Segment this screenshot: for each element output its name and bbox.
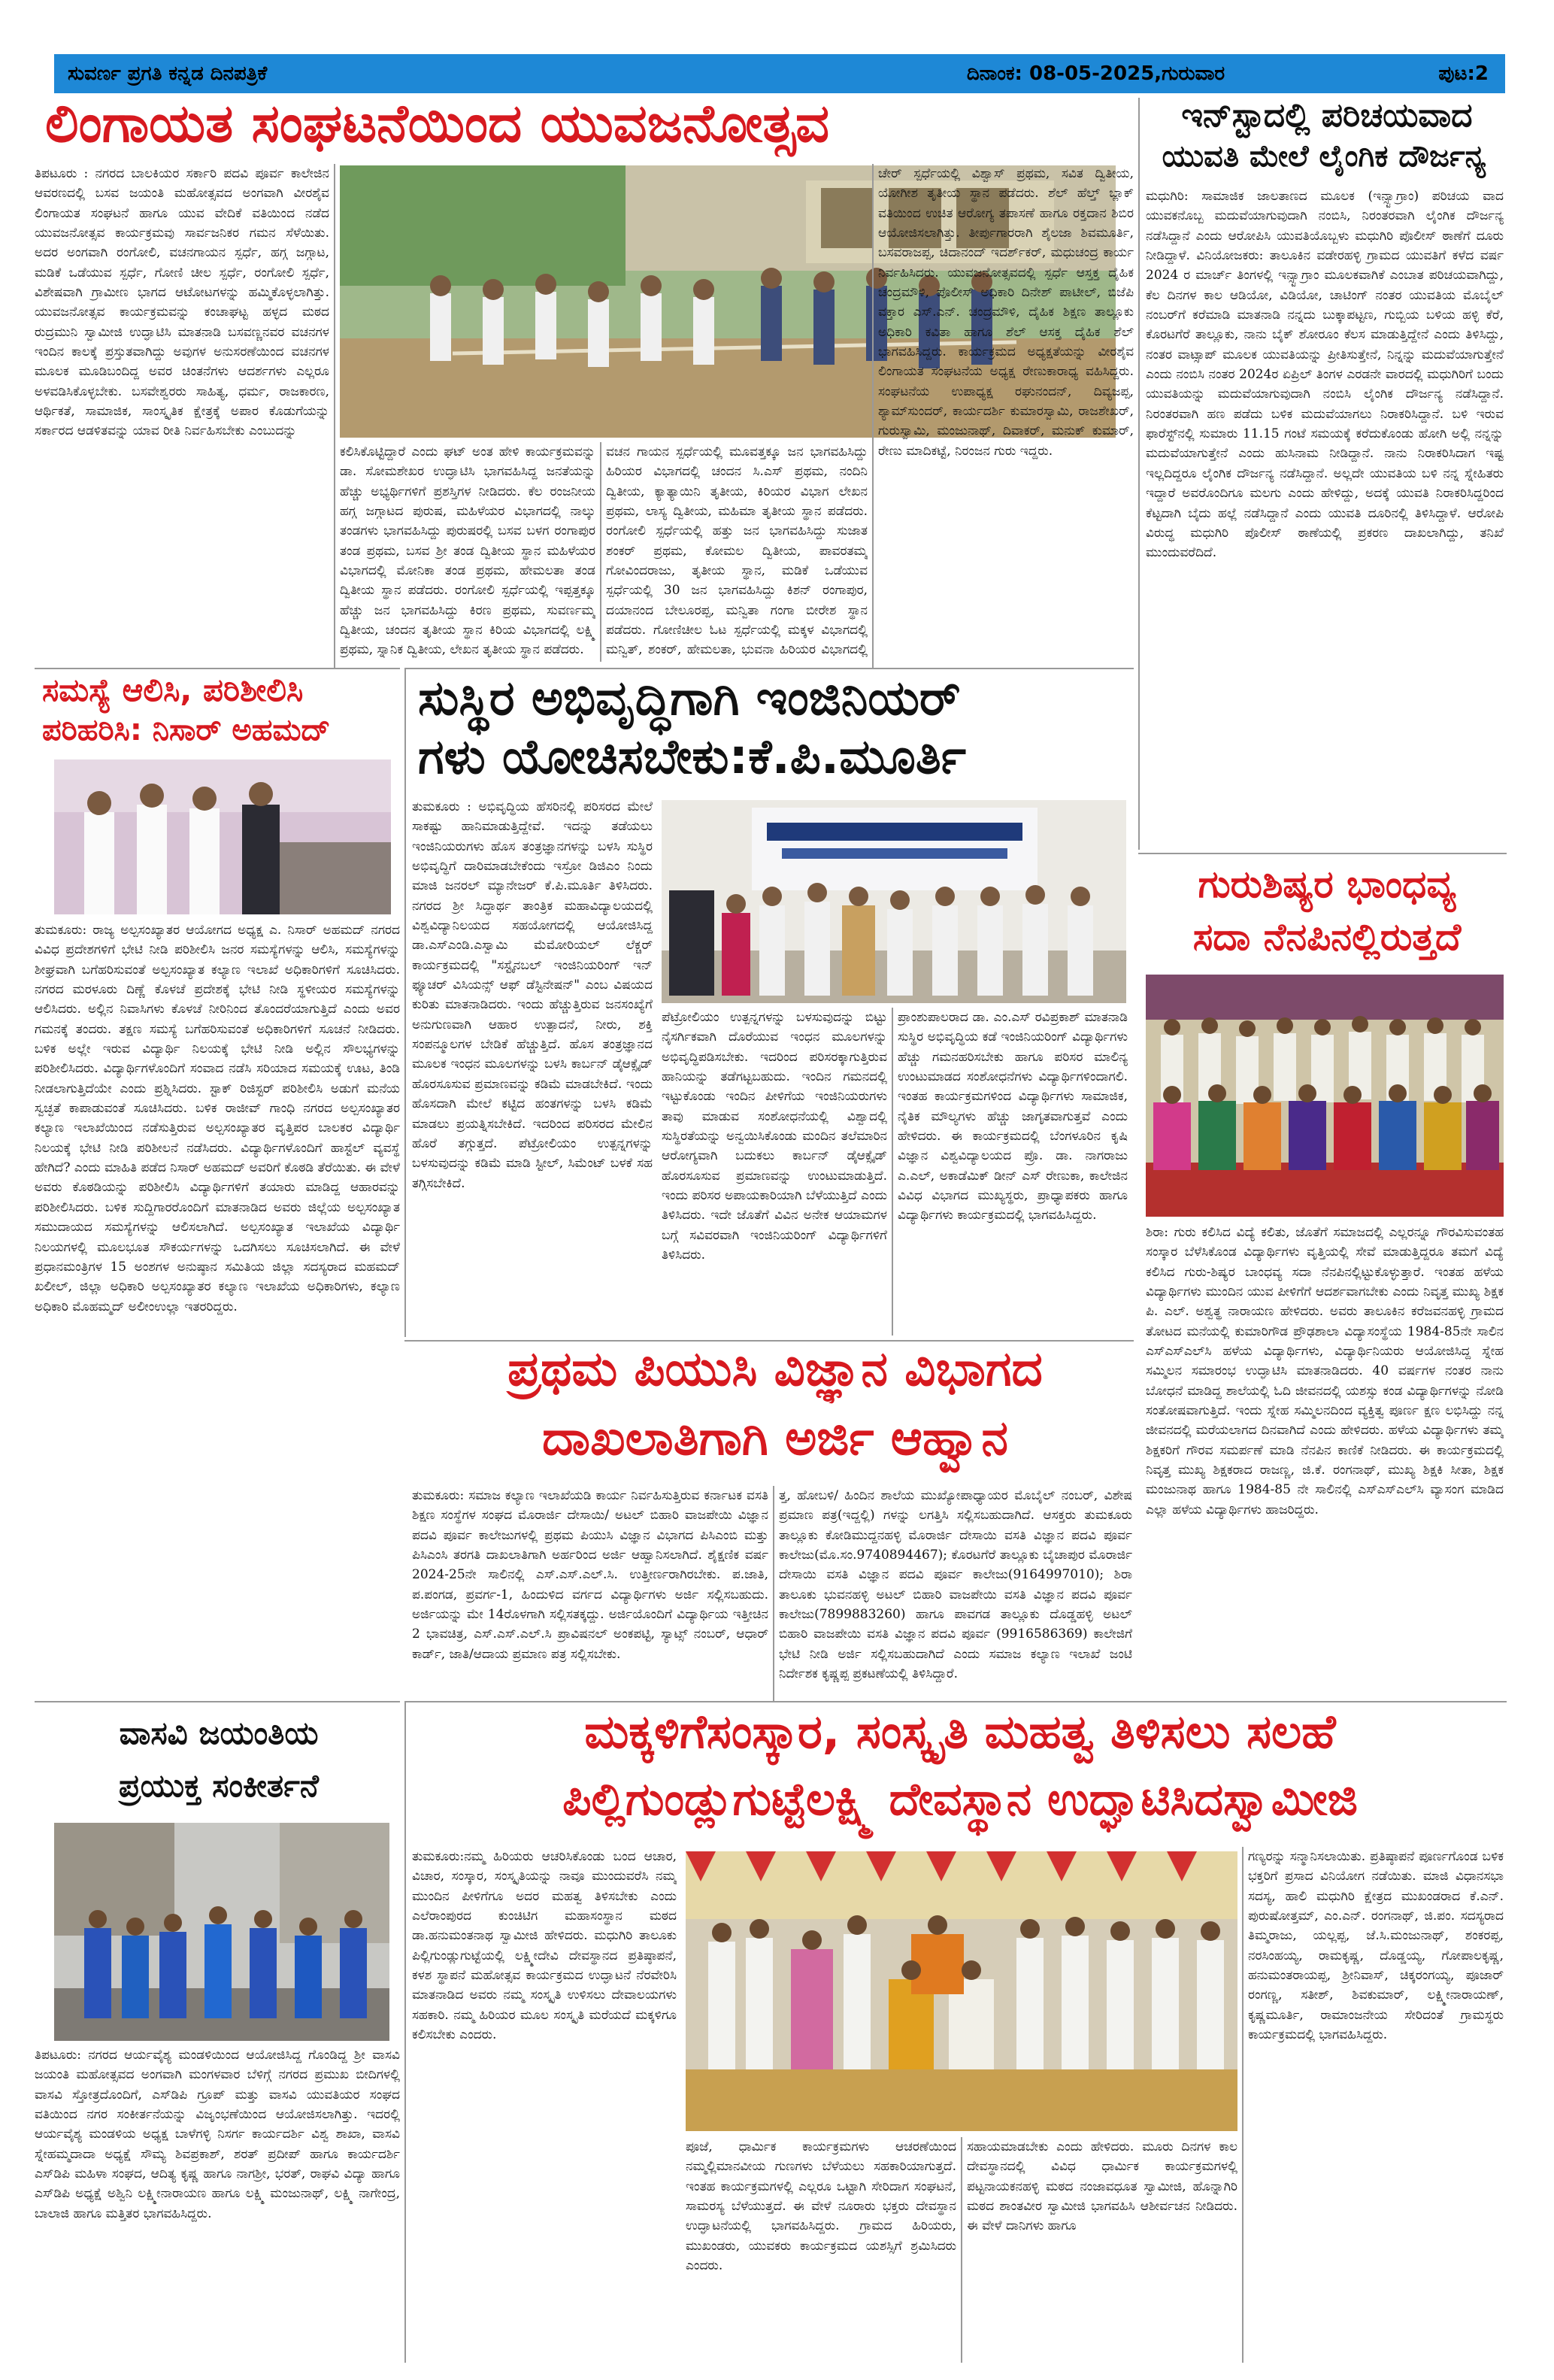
publication-name: ಸುವರ್ಣ ಪ್ರಗತಿ ಕನ್ನಡ ದಿನಪತ್ರಿಕೆ: [68, 62, 268, 85]
art8-col3: ಸಹಾಯಮಾಡಬೇಕು ಎಂದು ಹೇಳಿದರು. ಮೂರು ದಿನಗಳ ಕಾಲ ದೇವಸ್ಥಾನದಲ್ಲಿ ವಿವಿಧ ಧಾರ್ಮಿಕ ಕಾರ್ಯಕ್ರಮಗಳಲ್ಲಿ ಪಟ್ಟನಾಯಕನಹಳ್ಳಿ ಮಠದ ನಂಜಾವಧೂತ ಸ್ವಾಮೀಜಿ, ಹೊನ್ನಾಗಿರಿ ಮಠದ ಶಾಂತವೀರ ಸ್ವಾಮೀಜಿ ಭಾಗವಹಿಸಿ ಆಶೀರ್ವಚನ ನೀಡಿದರು. ಈ ವೇಳೆ ದಾನಿಗಳು ಹಾಗೂ: [967, 2139, 1237, 2234]
art4-photo-lecture: [662, 800, 1126, 1003]
art8-col1: ತುಮಕೂರು:ನಮ್ಮ ಹಿರಿಯರು ಆಚರಿಸಿಕೊಂಡು ಬಂದ ಆಚಾರ, ವಿಚಾರ, ಸಂಸ್ಕಾರ, ಸಂಸ್ಕೃತಿಯನ್ನು ನಾವೂ ಮುಂದುವರೆಸಿ ನಮ್ಮ ಮುಂದಿನ ಪೀಳಿಗೆಗೂ ಅದರ ಮಹತ್ವ ತಿಳಿಸಬೇಕು ಎಂದು ಎಲೆರಾಂಪುರದ ಕುಂಚಿಟಿಗ ಮಹಾಸಂಸ್ಥಾನ ಮಠದ ಡಾ.ಹನುಮಂತನಾಥ ಸ್ವಾಮೀಜಿ ಹೇಳಿದರು. ಮಧುಗಿರಿ ತಾಲೂಕು ಪಿಲ್ಲಿಗುಂಡ್ಲುಗುಟ್ಟೆಯಲ್ಲಿ ಲಕ್ಷ್ಮೀದೇವಿ ದೇವಸ್ಥಾನದ ಪ್ರತಿಷ್ಠಾಪನೆ, ಕಳಶ ಸ್ಥಾಪನೆ ಮಹೋತ್ಸವ ಕಾರ್ಯಕ್ರಮದ ಉದ್ಘಾಟನೆ ನೆರವೇರಿಸಿ ಮಾತನಾಡಿದ ಅವರು ನಮ್ಮ ಸಂಸ್ಕೃತಿ ಉಳಿಸಲು ದೇವಾಲಯಗಳು ಸಹಕಾರಿ. ನಮ್ಮ ಹಿರಿಯರ ಮೂಲ ಸಂಸ್ಕೃತಿ ಮರೆಯದೆ ಮಕ್ಕಳಿಗೂ ಕಲಿಸಬೇಕು ಎಂದರು.: [412, 1849, 677, 2043]
art1-rule: [872, 164, 874, 668]
art6-headline-line2: ದಾಖಲಾತಿಗಾಗಿ ಅರ್ಜಿ ಆಹ್ವಾನ: [542, 1411, 1008, 1466]
art1-col4: ಚೇರ್ ಸ್ಪರ್ಧೆಯಲ್ಲಿ ವಿಶ್ವಾಸ್ ಪ್ರಥಮ, ಸವಿತ ದ್ವಿತೀಯ, ಯೋಗೀಶ ತೃತೀಯ ಸ್ಥಾನ ಪಡೆದರು. ಶೆಲ್ ಹೆಲ್ತ್ ಬ್ಲಾಕ್ ವತಿಯಿಂದ ಉಚಿತ ಆರೋಗ್ಯ ತಪಾಸಣೆ ಹಾಗೂ ರಕ್ತದಾನ ಶಿಬಿರ ಆಯೋಜಿಸಲಾಗಿತ್ತು. ತೀರ್ಪುಗಾರರಾಗಿ ಶೈಲಜಾ ಶಿವಮೂರ್ತಿ, ಬಸವರಾಜಪ್ಪ, ಚಿದಾನಂದ್ ಇದರ್ಶ್‌ಕರ್, ಮಧುಚಂದ್ರ ಕಾರ್ಯ ನಿರ್ವಹಿಸಿದರು. ಯುವಜನೋತ್ಸವದಲ್ಲಿ ಸ್ಪರ್ಧೆ ಆಸ್ತಕ್ತ ದೈಹಿಕ ಚಂದ್ರಮೌಳಿ, ಪೊಲೀಸ್ ಅಧಿಕಾರಿ ದಿನೇಶ್ ಪಾಟೀಲ್, ಬಿಜೆಪಿ ವಕ್ತಾರ ಎಸ್.ಎನ್. ಚಂದ್ರಮೌಳಿ, ದೈಹಿಕ ಶಿಕ್ಷಣ ತಾಲ್ಲೂಕು ಅಧಿಕಾರಿ ಕವಿತಾ ಹಾಗೂ ಶೆಲ್ ಆಸಕ್ತ ದೈಹಿಕ ಶೆಲ್ ಭಾಗವಹಿಸಿದ್ದರು. ಕಾರ್ಯಕ್ರಮದ ಅಧ್ಯಕ್ಷತೆಯನ್ನು ವೀರಶೈವ ಲಿಂಗಾಯತ ಸಂಘಟನೆಯ ಅಧ್ಯಕ್ಷ ರೇಣುಕಾರಾಧ್ಯ ವಹಿಸಿದ್ದರು. ಸಂಘಟನೆಯ ಉಪಾಧ್ಯಕ್ಷ ರಘುನಂದನ್, ದಿವ್ಯಜಪ್ಪ, ಶ್ಯಾಮ್‌ಸುಂದರ್, ಕಾರ್ಯದರ್ಶಿ ಕುಮಾರಸ್ವಾಮಿ, ರಾಜಶೇಖರ್, ಗುರುಸ್ವಾಮಿ, ಮಂಜುನಾಥ್, ದಿವಾಕರ್, ಮನುಕ್ ಕುಮಾರ್, ರೇಣು ಮಾದಿಕಟ್ಟೆ, ನಿರಂಜನ ಗುರು ಇದ್ದರು.: [878, 166, 1134, 459]
art4-headline-line2: ಗಳು ಯೋಚಿಸಬೇಕು:ಕೆ.ಪಿ.ಮೂರ್ತಿ: [418, 729, 966, 785]
art7-top-rule: [35, 1701, 400, 1702]
art4-col1: ತುಮಕೂರು : ಅಭಿವೃದ್ಧಿಯ ಹೆಸರಿನಲ್ಲಿ ಪರಿಸರದ ಮೇಲೆ ಸಾಕಷ್ಟು ಹಾನಿಮಾಡುತ್ತಿದ್ದೇವೆ. ಇದನ್ನು ತಡೆಯಲು ಇಂಜಿನಿಯರುಗಳು ಹೊಸ ತಂತ್ರಜ್ಞಾನಗಳನ್ನು ಬಳಸಿ ಸುಸ್ಥಿರ ಅಭಿವೃದ್ಧಿಗೆ ದಾರಿಮಾಡಬೇಕೆಂದು ಇಸ್ರೋ ಡಿಜಿಎಂ ನಿಂದು ಮಾಜಿ ಜನರಲ್ ಮ್ಯಾನೇಜರ್ ಕೆ.ಪಿ.ಮೂರ್ತಿ ತಿಳಿಸಿದರು. ನಗರದ ಶ್ರೀ ಸಿದ್ಧಾರ್ಥ ತಾಂತ್ರಿಕ ಮಹಾವಿದ್ಯಾಲಯದಲ್ಲಿ ವಿಶ್ವವಿದ್ಯಾನಿಲಯದ ಸಹಯೋಗದಲ್ಲಿ ಆಯೋಜಿಸಿದ್ದ ಡಾ.ಎಸ್‌ಎಂಡಿ.ಎಸ್ವಾಮಿ ಮೆಮೋರಿಯಲ್ ಲೆಕ್ಚರ್ ಕಾರ್ಯಕ್ರಮದಲ್ಲಿ "ಸಸ್ಟೈನಬಲ್ ಇಂಜಿನಿಯರಿಂಗ್ ಇನ್ ಫ್ಯೂಚರ್ ವಿಸಿಯನ್ಸ್ ಆಫ್ ಡೆಸ್ಟಿನೇಷನ್" ಎಂಬ ವಿಷಯದ ಕುರಿತು ಮಾತನಾಡಿದರು. ಇಂದು ಹೆಚ್ಚುತ್ತಿರುವ ಜನಸಂಖ್ಯೆಗೆ ಅನುಗುಣವಾಗಿ ಆಹಾರ ಉತ್ಪಾದನೆ, ನೀರು, ಶಕ್ತಿ ಸಂಪನ್ಮೂಲಗಳ ಬೇಡಿಕೆ ಹೆಚ್ಚುತ್ತಿದೆ. ಹೊಸ ತಂತ್ರಜ್ಞಾನದ ಮೂಲಕ ಇಂಧನ ಮೂಲಗಳನ್ನು ಬಳಸಿ ಕಾರ್ಬನ್ ಡೈಆಕ್ಸೈಡ್ ಹೊರಸೂಸುವ ಪ್ರಮಾಣವನ್ನು ಕಡಿಮೆ ಮಾಡಬೇಕಿದೆ. ಇಂದು ಹೊಸದಾಗಿ ಮೇಲೆ ಕಟ್ಟಿದ ಹಂತಗಳನ್ನು ಬಳಸಿ ಕಡಿಮೆ ಮಾಡಲು ಪ್ರಯತ್ನಿಸಬೇಕಿದೆ. ಇದರಿಂದ ಪರಿಸರದ ಮೇಲಿನ ಹೊರೆ ತಗ್ಗುತ್ತದೆ. ಪೆಟ್ರೋಲಿಯಂ ಉತ್ಪನ್ನಗಳನ್ನು ಬಳಸುವುದನ್ನು ಕಡಿಮೆ ಮಾಡಿ ಸ್ಟೀಲ್, ಸಿಮೆಂಟ್ ಬಳಕೆ ಸಹ ತಗ್ಗಿಸಬೇಕಿದೆ.: [412, 799, 653, 1191]
art5-headline-line2: ಸದಾ ನೆನಪಿನಲ್ಲಿರುತ್ತದೆ: [1192, 915, 1462, 959]
art1-col2: ಕಲಿಸಿಕೊಟ್ಟಿದ್ದಾರೆ ಎಂದು ಘಟ್ ಅಂತ ಹೇಳಿ ಕಾರ್ಯಕ್ರಮವನ್ನು ಡಾ. ಸೋಮಶೇಖರ ಉದ್ಘಾಟಿಸಿ ಭಾಗವಹಿಸಿದ್ದ ಜನತೆಯನ್ನು ಹೆಚ್ಚು ಅಭ್ಯರ್ಥಿಗಳಿಗೆ ಪ್ರಶಸ್ತಿಗಳ ನೀಡಿದರು. ಕೆಲ ರಂಜನೀಯ ಹಗ್ಗ ಜಗ್ಗಾಟದ ಪುರುಷ, ಮಹಿಳೆಯರ ವಿಭಾಗದಲ್ಲಿ ನಾಲ್ಕು ತಂಡಗಳು ಭಾಗವಹಿಸಿದ್ದು ಪುರುಷರಲ್ಲಿ ಬಸವ ಬಳಗ ರಂಗಾಪುರ ತಂಡ ಪ್ರಥಮ, ಬಸವ ಶ್ರೀ ತಂಡ ದ್ವಿತೀಯ ಸ್ಥಾನ ಮಹಿಳೆಯರ ವಿಭಾಗದಲ್ಲಿ ಮೋನಿಕಾ ತಂಡ ಪ್ರಥಮ, ಹೇಮಲತಾ ತಂಡ ದ್ವಿತೀಯ ಸ್ಥಾನ ಪಡೆದರು. ರಂಗೋಲಿ ಸ್ಪರ್ಧೆಯಲ್ಲಿ ಇಪ್ಪತ್ತಕ್ಕೂ ಹೆಚ್ಚು ಜನ ಭಾಗವಹಿಸಿದ್ದು ಕಿರಣ ಪ್ರಥಮ, ಸುವರ್ಣಮ್ಮ ದ್ವಿತೀಯ, ಚಂದನ ತೃತೀಯ ಸ್ಥಾನ ಕಿರಿಯ ವಿಭಾಗದಲ್ಲಿ ಲಕ್ಷ್ಮಿ ಪ್ರಥಮ, ಸ್ನಾನಿಕ ದ್ವಿತೀಯ, ಲೇಖನ ತೃತೀಯ ಸ್ಥಾನ ಪಡೆದರು.: [340, 444, 595, 658]
art2-body: ಮಧುಗಿರಿ: ಸಾಮಾಜಿಕ ಜಾಲತಾಣದ ಮೂಲಕ (ಇನ್ಸ್ಟಾಗ್ರಾಂ) ಪರಿಚಯ ವಾದ ಯುವಕನೊಬ್ಬ ಮದುವೆಯಾಗುವುದಾಗಿ ನಂಬಿಸಿ, ನಿರಂತರವಾಗಿ ಲೈಂಗಿಕ ದೌರ್ಜನ್ಯ ನಡೆಸಿದ್ದಾನೆ ಎಂದು ಆರೋಪಿಸಿ ಯುವತಿಯೊಬ್ಬಳು ಮಧುಗಿರಿ ಪೊಲೀಸ್ ಠಾಣೆಗೆ ದೂರು ನೀಡಿದ್ದಾಳೆ. ವಿನಿಯೋಜಕರು: ತಾಲೂಕಿನ ವಡೇರಹಳ್ಳಿ ಗ್ರಾಮದ ಯುವತಿಗೆ ಕಳೆದ ವರ್ಷ 2024 ರ ಮಾರ್ಚ್ ತಿಂಗಳಲ್ಲಿ ಇನ್ಸ್ಟಾಗ್ರಾಂ ಮೂಲಕವಾಗಿಕೆ ಎಂಬಾತ ಪರಿಚಯವಾಗಿದ್ದು, ಕೆಲ ದಿನಗಳ ಕಾಲ ಆಡಿಯೋ, ವಿಡಿಯೋ, ಚಾಟಿಂಗ್ ನಂತರ ಯುವತಿಯ ಮೊಬೈಲ್ ನಂಬರ್‌ಗೆ ಕರೆಮಾಡಿ ಮಾತನಾಡಿ ನನ್ನದು ಬುಕ್ಕಾಪಟ್ಟಣ, ಗುಬ್ಬಿಯ ಬಳಿಯ ಹಳ್ಳಿ ಕೆರೆ, ಕೊರಟಗೆರೆ ತಾಲ್ಲೂಕು, ನಾನು ಬೈಕ್ ಶೋರೂಂ ಕೆಲಸ ಮಾಡುತ್ತಿದ್ದೇನೆ ಎಂದು ತಿಳಿಸಿದ್ದು, ನಂತರ ವಾಟ್ಸಾಪ್ ಮೂಲಕ ಯುವತಿಯನ್ನು ಪ್ರೀತಿಸುತ್ತೇನೆ, ನಿನ್ನನ್ನು ಮದುವೆಯಾಗುತ್ತೇನೆ ಎಂದು ನಂಬಿಸಿ ನಂತರ 2024ರ ಏಪ್ರಿಲ್ ತಿಂಗಳ ಎರಡನೇ ವಾರದಲ್ಲಿ ಮಧುಗಿರಿಗೆ ಬಂದು ಯುವತಿಯನ್ನು ಮದುವೆಯಾಗುವುದಾಗಿ ನಂಬಿಸಿ ಲೈಂಗಿಕ ದೌರ್ಜನ್ಯ ನಡೆಸಿದ್ದಾನೆ. ನಿರಂತರವಾಗಿ ಹಣ ಪಡೆದು ಬಳಿಕ ಮದುವೆಯಾಗಲು ನಿರಾಕರಿಸಿದ್ದಾನೆ. ಬಳಿ ಇರುವ ಫಾರೆಸ್ಟ್‌ನಲ್ಲಿ ಸುಮಾರು 11.15 ಗಂಟೆ ಸಮಯಕ್ಕೆ ಕರೆದುಕೊಂಡು ಹೋಗಿ ಅಲ್ಲಿ ನನ್ನನ್ನು ಮದುವೆಯಾಗುತ್ತೇನೆ ಎಂದು ಹುಸಿನಾಮ ನೀಡಿದ್ದಾನೆ. ನಾನು ನಿರಾಕರಿಸಿದಾಗ ಇಷ್ಟ ಇಲ್ಲದಿದ್ದರೂ ಲೈಂಗಿಕ ದೌರ್ಜನ್ಯ ನಡೆಸಿದ್ದಾನೆ. ಅಲ್ಲದೇ ಯುವತಿಯ ಬಳಿ ನನ್ನ ಸ್ನೇಹಿತರು ಇದ್ದಾರೆ ಅವರೊಂದಿಗೂ ಮಲಗು ಎಂದು ಹೇಳಿದ್ದು, ಅದಕ್ಕೆ ಯುವತಿ ನಿರಾಕರಿಸಿದ್ದರಿಂದ ಕೆಟ್ಟದಾಗಿ ಬೈದು ಹಲ್ಲೆ ನಡೆಸಿದ್ದಾನೆ ಎಂದು ಯುವತಿ ದೂರಿನಲ್ಲಿ ತಿಳಿಸಿದ್ದಾಳೆ. ಆರೋಪಿ ವಿರುದ್ಧ ಮಧುಗಿರಿ ಪೊಲೀಸ್ ಠಾಣೆಯಲ್ಲಿ ಪ್ರಕರಣ ದಾಖಲಾಗಿದ್ದು, ತನಿಖೆ ಮುಂದುವರೆದಿದೆ.: [1146, 189, 1504, 561]
art3-headline-line1: ಸಮಸ್ಯೆ ಆಲಿಸಿ, ಪರಿಶೀಲಿಸಿ: [42, 672, 304, 708]
art3-photo-inspection: [54, 759, 391, 914]
art7-headline-line1: ವಾಸವಿ ಜಯಂತಿಯ: [119, 1715, 319, 1751]
page-number: ಪುಟ:2: [1438, 62, 1489, 85]
art2-rule: [1138, 98, 1140, 850]
art7-photo-procession: [54, 1823, 389, 2041]
art8-rule: [961, 2137, 962, 2363]
art2-headline-line2: ಯುವತಿ ಮೇಲೆ ಲೈಂಗಿಕ ದೌರ್ಜನ್ಯ: [1162, 139, 1486, 174]
art5-headline-line1: ಗುರುಶಿಷ್ಯರ ಭಾಂಧವ್ಯ: [1198, 863, 1456, 906]
art7-body: ತಿಪಟೂರು: ನಗರದ ಆರ್ಯವೈಶ್ಯ ಮಂಡಳಿಯಿಂದ ಆಯೋಜಿಸಿದ್ದ ಗೊಂಡಿದ್ದ ಶ್ರೀ ವಾಸವಿ ಜಯಂತಿ ಮಹೋತ್ಸವದ ಅಂಗವಾಗಿ ಮಂಗಳವಾರ ಬೆಳಿಗ್ಗೆ ನಗರದ ಪ್ರಮುಖ ಬೀದಿಗಳಲ್ಲಿ ವಾಸವಿ ಸ್ತೋತ್ರದೊಂದಿಗೆ, ಎಸ್‌ಡಿಪಿ ಗ್ರೂಪ್ ಮತ್ತು ವಾಸವಿ ಯುವತಿಯರ ಸಂಘದ ವತಿಯಿಂದ ನಗರ ಸಂಕೀರ್ತನೆಯನ್ನು ವಿಜೃಂಭಣೆಯಿಂದ ಆಯೋಜಿಸಲಾಗಿತ್ತು. ಇದರಲ್ಲಿ ಆರ್ಯವೈಶ್ಯ ಮಂಡಳಿಯ ಅಧ್ಯಕ್ಷ ಬಾಳೆಗಳ್ಳಿ ನಿಸರ್ಗ ಕಾರ್ಯದರ್ಶಿ ವಿಶ್ವ ಶಾಖಾ, ವಾಸವಿ ಸ್ನೇಹಮ್ಮದಾದಾ ಅಧ್ಯಕ್ಷೆ ಸೌಮ್ಯ ಶಿವಪ್ರಕಾಶ್, ಶರತ್ ಪ್ರದೀಪ್ ಹಾಗೂ ಕಾರ್ಯದರ್ಶಿ ಎಸ್‌ಡಿಪಿ ಮಹಿಳಾ ಸಂಘದ, ಆದಿತ್ಯ ಕೃಷ್ಣ ಹಾಗೂ ನಾಗಶ್ರೀ, ಭರತ್, ರಾಘವಿ ವಿದ್ಯಾ ಹಾಗೂ ಎಸ್‌ಡಿಪಿ ಅಧ್ಯಕ್ಷೆ ಅಶ್ವಿನಿ ಲಕ್ಷ್ಮೀನಾರಾಯಣ ಹಾಗೂ ಲಕ್ಷ್ಮಿ ಮಂಜುನಾಥ್, ಲಕ್ಷ್ಮಿ ನಾಗೇಂದ್ರ, ಬಾಲಾಜಿ ಹಾಗೂ ಮತ್ತಿತರ ಭಾಗವಹಿಸಿದ್ದರು.: [35, 2048, 400, 2221]
art1-col3: ವಚನ ಗಾಯನ ಸ್ಪರ್ಧೆಯಲ್ಲಿ ಮೂವತ್ತಕ್ಕೂ ಜನ ಭಾಗವಹಿಸಿದ್ದು ಹಿರಿಯರ ವಿಭಾಗದಲ್ಲಿ ಚಂದನ ಸಿ.ಎಸ್ ಪ್ರಥಮ, ನಂದಿನಿ ದ್ವಿತೀಯ, ಕ್ಯಾತ್ಯಾಯಿನಿ ತೃತೀಯ, ಕಿರಿಯರ ವಿಭಾಗ ಲೇಖನ ಪ್ರಥಮ, ಲಾಸ್ಯ ದ್ವಿತೀಯ, ಮಹಿಮಾ ತೃತೀಯ ಸ್ಥಾನ ಪಡೆದರು. ರಂಗೋಲಿ ಸ್ಪರ್ಧೆಯಲ್ಲಿ ಹತ್ತು ಜನ ಭಾಗವಹಿಸಿದ್ದು ಸುಜಾತ ಶಂಕರ್ ಪ್ರಥಮ, ಕೋಮಲ ದ್ವಿತೀಯ, ಪಾವರತಮ್ಮ ಗೋವಿಂದರಾಜು, ತೃತೀಯ ಸ್ಥಾನ, ಮಡಿಕೆ ಒಡೆಯುವ ಸ್ಪರ್ಧೆಯಲ್ಲಿ 30 ಜನ ಭಾಗವಹಿಸಿದ್ದು ಕಿಶನ್ ರಂಗಾಪುರ, ದಯಾನಂದ ಬೇಲೂರಪ್ಪ, ಮನ್ವಿತಾ ಗಂಗಾ ಬೀರೇಶ ಸ್ಥಾನ ಪಡೆದರು. ಗೋಣಿಚೀಲ ಓಟ ಸ್ಪರ್ಧೆಯಲ್ಲಿ ಮಕ್ಕಳ ವಿಭಾಗದಲ್ಲಿ ಮನ್ವಿತ್, ಶಂಕರ್, ಹೇಮಲತಾ, ಭುವನಾ ಹಿರಿಯರ ವಿಭಾಗದಲ್ಲಿ: [606, 444, 868, 658]
art4-rule: [892, 1008, 893, 1336]
art6-headline-line1: ಪ್ರಥಮ ಪಿಯುಸಿ ವಿಜ್ಞಾನ ವಿಭಾಗದ: [507, 1342, 1043, 1397]
art4-headline-line1: ಸುಸ್ಥಿರ ಅಭಿವೃದ್ಧಿಗಾಗಿ ಇಂಜಿನಿಯರ್: [418, 671, 961, 726]
art7-headline-line2: ಪ್ರಯುಕ್ತ ಸಂಕೀರ್ತನೆ: [119, 1767, 319, 1804]
art4-col2: ಪೆಟ್ರೋಲಿಯಂ ಉತ್ಪನ್ನಗಳನ್ನು ಬಳಸುವುದನ್ನು ಬಿಟ್ಟು ನೈಸರ್ಗಿಕವಾಗಿ ದೊರೆಯುವ ಇಂಧನ ಮೂಲಗಳನ್ನು ಅಭಿವೃದ್ಧಿಪಡಿಸಬೇಕು. ಇದರಿಂದ ಪರಿಸರಕ್ಕಾಗುತ್ತಿರುವ ಹಾನಿಯನ್ನು ತಡೆಗಟ್ಟಬಹುದು. ಇಂದಿನ ಗಮನದಲ್ಲಿ ಇಟ್ಟುಕೊಂಡು ಇಂದಿನ ಪೀಳಿಗೆಯ ಇಂಜಿನಿಯರುಗಳು ತಾವು ಮಾಡುವ ಸಂಶೋಧನೆಯಲ್ಲಿ ವಿಶ್ವಾದಲ್ಲಿ ಸುಸ್ಥಿರತೆಯನ್ನು ಅನ್ವಯಿಸಿಕೊಂಡು ಮಂದಿನ ತಲೆಮಾರಿನ ಆರೋಗ್ಯವಾಗಿ ಬದುಕಲು ಕಾರ್ಬನ್ ಡೈಆಕ್ಸೈಡ್ ಹೊರಸೂಸುವ ಪ್ರಮಾಣವನ್ನು ಉಂಟುಮಾಡುತ್ತಿದೆ. ಇಂದು ಪರಿಸರ ಅಪಾಯಕಾರಿಯಾಗಿ ಬೆಳೆಯುತ್ತಿದೆ ಎಂದು ತಿಳಿಸಿದರು. ಇದೇ ಜೊತೆಗೆ ವಿವಿನ ಅನೇಕ ಆಯಾಮಗಳ ಬಗ್ಗೆ ಸವಿವರವಾಗಿ ಇಂಜಿನಿಯರಿಂಗ್ ವಿದ್ಯಾರ್ಥಿಗಳಿಗೆ ತಿಳಿಸಿದರು.: [662, 1010, 887, 1263]
art7-rule: [404, 1701, 406, 2363]
art8-headline-line1: ಮಕ್ಕಳಿಗೆಸಂಸ್ಕಾರ, ಸಂಸ್ಕೃತಿ ಮಹತ್ವ ತಿಳಿಸಲು ಸಲಹೆ: [584, 1704, 1336, 1759]
art1-rule: [334, 164, 335, 668]
art1-headline: ಲಿಂಗಾಯತ ಸಂಘಟನೆಯಿಂದ ಯುವಜನೋತ್ಸವ: [45, 96, 830, 154]
art5-photo-reunion: [1146, 975, 1504, 1217]
art6-col2: ತ್ತ, ಹೋಬಳಿ/ ಹಿಂದಿನ ಶಾಲೆಯ ಮುಖ್ಯೋಪಾಧ್ಯಾಯರ ಮೊಬೈಲ್ ನಂಬರ್, ವಿಶೇಷ ಪ್ರಮಾಣ ಪತ್ರ(ಇದ್ದಲ್ಲಿ) ಗಳನ್ನು ಲಗತ್ತಿಸಿ ಸಲ್ಲಿಸಬಹುದಾಗಿದೆ. ಆಸಕ್ತರು ತುಮಕೂರು ತಾಲ್ಲೂಕು ಕೋಡಿಮುದ್ದನಹಳ್ಳಿ ಮೊರಾರ್ಜಿ ದೇಸಾಯಿ ವಸತಿ ವಿಜ್ಞಾನ ಪದವಿ ಪೂರ್ವ ಕಾಲೇಜು(ಮೊ.ಸಂ.9740894467); ಕೊರಟಗೆರೆ ತಾಲ್ಲೂಕು ಬೈಚಾಪುರ ಮೊರಾರ್ಜಿ ದೇಸಾಯಿ ವಸತಿ ವಿಜ್ಞಾನ ಪದವಿ ಪೂರ್ವ ಕಾಲೇಜು(9164997010); ಶಿರಾ ತಾಲೂಕು ಭುವನಹಳ್ಳಿ ಅಟಲ್ ಬಿಹಾರಿ ವಾಜಪೇಯಿ ವಸತಿ ವಿಜ್ಞಾನ ಪದವಿ ಪೂರ್ವ ಕಾಲೇಜು(7899883260) ಹಾಗೂ ಪಾವಗಡ ತಾಲ್ಲೂಕು ದೊಡ್ಡಹಳ್ಳಿ ಅಟಲ್ ಬಿಹಾರಿ ವಾಜಪೇಯಿ ವಸತಿ ವಿಜ್ಞಾನ ಪದವಿ ಪೂರ್ವ (9916586369) ಕಾಲೇಜಿಗೆ ಭೇಟಿ ನೀಡಿ ಅರ್ಜಿ ಸಲ್ಲಿಸಬಹುದಾಗಿದೆ ಎಂದು ಸಮಾಜ ಕಲ್ಯಾಣ ಇಲಾಖೆ ಜಂಟಿ ನಿರ್ದೇಶಕ ಕೃಷ್ಣಪ್ಪ ಪ್ರಕಟಣೆಯಲ್ಲಿ ತಿಳಿಸಿದ್ದಾರೆ.: [779, 1488, 1132, 1682]
art1-col1: ತಿಪಟೂರು : ನಗರದ ಬಾಲಕಿಯರ ಸರ್ಕಾರಿ ಪದವಿ ಪೂರ್ವ ಕಾಲೇಜಿನ ಆವರಣದಲ್ಲಿ ಬಸವ ಜಯಂತಿ ಮಹೋತ್ಸವದ ಅಂಗವಾಗಿ ವೀರಶೈವ ಲಿಂಗಾಯತ ಸಂಘಟನೆ ಹಾಗೂ ಯುವ ವೇದಿಕೆ ವತಿಯಿಂದ ನಡೆದ ಯುವಜನೋತ್ಸವ ಕಾರ್ಯಕ್ರಮವು ಸಾರ್ವಜನಿಕರ ಗಮನ ಸೆಳೆಯಿತು. ಅದರ ಅಂಗವಾಗಿ ರಂಗೋಲಿ, ವಚನಗಾಯನ ಸ್ಪರ್ಧೆ, ಹಗ್ಗ ಜಗ್ಗಾಟ, ಮಡಿಕೆ ಒಡೆಯುವ ಸ್ಪರ್ಧೆ, ಗೋಣಿ ಚೀಲ ಸ್ಪರ್ಧೆ, ರಂಗೋಲಿ ಸ್ಪರ್ಧೆ, ವಿಶೇಷವಾಗಿ ಗ್ರಾಮೀಣ ಭಾಗದ ಆಟೋಟಗಳನ್ನು ಹಮ್ಮಿಕೊಳ್ಳಲಾಗಿತ್ತು. ಯುವಜನೋತ್ಸವ ಕಾರ್ಯಕ್ರಮವನ್ನು ಕಂಚಾಘಟ್ಟ ಹಳ್ಳದ ಮಠದ ರುದ್ರಮುನಿ ಸ್ವಾಮೀಜಿ ಉದ್ಘಾಟಿಸಿ ಮಾತನಾಡಿ ಬಸವಣ್ಣನವರ ವಚನಗಳ ಇಂದಿನ ಕಾಲಕ್ಕೆ ಪ್ರಸ್ತುತವಾಗಿದ್ದು ಅವುಗಳ ಅನುಸರಣೆಯಿಂದ ವಚನಗಳ ಮೂಲಕ ಮೂಡಿಬಂದಿದ್ದ ಅವರ ಚಿಂತನೆಗಳು ಆದರ್ಶಗಳು ಎಲ್ಲರೂ ಅಳವಡಿಸಿಕೊಳ್ಳಬೇಕು. ಬಸವೇಶ್ವರರು ಸಾಹಿತ್ಯ, ಧರ್ಮ, ರಾಜಕಾರಣ, ಆರ್ಥಿಕತೆ, ಸಾಮಾಜಿಕ, ಸಾಂಸ್ಕೃತಿಕ ಕ್ಷೇತ್ರಕ್ಕೆ ಅಪಾರ ಕೊಡುಗೆಯನ್ನು ಸರ್ಕಾರದ ಆಡಳಿತವನ್ನು ಯಾವ ರೀತಿ ನಿರ್ವಹಿಸಬೇಕು ಎಂಬುದನ್ನು: [35, 166, 329, 439]
art3-top-rule: [35, 668, 400, 669]
issue-date: ದಿನಾಂಕ: 08-05-2025,ಗುರುವಾರ: [966, 62, 1225, 85]
art2-headline-line1: ಇನ್‌ಸ್ಟಾದಲ್ಲಿ ಪರಿಚಯವಾದ: [1181, 96, 1473, 135]
art4-rule: [404, 668, 406, 1337]
art1-rule: [600, 442, 601, 662]
masthead-bar: [54, 54, 1505, 93]
art6-rule: [773, 1486, 774, 1701]
art8-col2: ಪೂಜೆ, ಧಾರ್ಮಿಕ ಕಾರ್ಯಕ್ರಮಗಳು ಆಚರಣೆಯಿಂದ ನಮ್ಮಲ್ಲಿಮಾನವೀಯ ಗುಣಗಳು ಬೆಳೆಯಲು ಸಹಕಾರಿಯಾಗುತ್ತದೆ. ಇಂತಹ ಕಾರ್ಯಕ್ರಮಗಳಲ್ಲಿ ಎಲ್ಲರೂ ಒಟ್ಟಾಗಿ ಸೇರಿದಾಗ ಸಂಘಟನೆ, ಸಾಮರಸ್ಯ ಬೆಳೆಯುತ್ತದೆ. ಈ ವೇಳೆ ನೂರಾರು ಭಕ್ತರು ದೇವಸ್ಥಾನ ಉದ್ಘಾಟನೆಯಲ್ಲಿ ಭಾಗವಹಿಸಿದ್ದರು. ಗ್ರಾಮದ ಹಿರಿಯರು, ಮುಖಂಡರು, ಯುವಕರು ಕಾರ್ಯಕ್ರಮದ ಯಶಸ್ಸಿಗೆ ಶ್ರಮಿಸಿದರು ಎಂದರು.: [686, 2139, 956, 2274]
art8-top-rule: [404, 1701, 1507, 1702]
art3-body: ತುಮಕೂರು: ರಾಜ್ಯ ಅಲ್ಪಸಂಖ್ಯಾತರ ಆಯೋಗದ ಅಧ್ಯಕ್ಷ ಎ. ನಿಸಾರ್ ಅಹಮದ್ ನಗರದ ವಿವಿಧ ಪ್ರದೇಶಗಳಿಗೆ ಭೇಟಿ ನೀಡಿ ಪರಿಶೀಲಿಸಿ ಜನರ ಸಮಸ್ಯೆಗಳನ್ನು ಆಲಿಸಿ, ಸಮಸ್ಯೆಗಳನ್ನು ಶೀಘ್ರವಾಗಿ ಬಗೆಹರಿಸುವಂತೆ ಅಲ್ಪಸಂಖ್ಯಾತ ಕಲ್ಯಾಣ ಇಲಾಖೆ ಅಧಿಕಾರಿಗಳಿಗೆ ಸೂಚಿಸಿದರು. ನಗರದ ಮರಳೂರು ದಿಣ್ಣೆ ಕೊಳಚೆ ಪ್ರದೇಶಕ್ಕೆ ಭೇಟಿ ನೀಡಿ ಸ್ಥಳೀಯರ ಸಮಸ್ಯೆಗಳನ್ನು ಆಲಿಸಿದರು. ಅಲ್ಲಿನ ನಿವಾಸಿಗಳು ಕೊಳಚೆ ನೀರಿನಿಂದ ತೊಂದರೆಯಾಗುತ್ತಿದೆ ಎಂದು ಅವರ ಗಮನಕ್ಕೆ ತಂದರು. ತಕ್ಷಣ ಸಮಸ್ಯೆ ಬಗೆಹರಿಸುವಂತೆ ಅಧಿಕಾರಿಗಳಿಗೆ ಸೂಚನೆ ನೀಡಿದರು. ಬಳಿಕ ಅಲ್ಲೇ ಇರುವ ವಿದ್ಯಾರ್ಥಿ ನಿಲಯಕ್ಕೆ ಭೇಟಿ ನೀಡಿ ಅಲ್ಲಿನ ಸೌಲಭ್ಯಗಳನ್ನು ಪರಿಶೀಲಿಸಿದರು. ವಿದ್ಯಾರ್ಥಿಗಳೊಂದಿಗೆ ಸಂವಾದ ನಡೆಸಿ ಸರಿಯಾದ ಸಮಯಕ್ಕೆ ಊಟ, ತಿಂಡಿ ನೀಡಲಾಗುತ್ತಿದೆಯೇ ಎಂದು ಪ್ರಶ್ನಿಸಿದರು. ಸ್ಟಾಕ್ ರಿಜಿಸ್ಟರ್ ಪರಿಶೀಲಿಸಿ ಅಡುಗೆ ಮನೆಯ ಸ್ವಚ್ಛತೆ ಕಾಪಾಡುವಂತೆ ಸೂಚಿಸಿದರು. ಬಳಿಕ ರಾಜೀವ್ ಗಾಂಧಿ ನಗರದ ಅಲ್ಪಸಂಖ್ಯಾತರ ಕಲ್ಯಾಣ ಇಲಾಖೆಯಿಂದ ನಡೆಸುತ್ತಿರುವ ಅಲ್ಪಸಂಖ್ಯಾತರ ವೃತ್ತಿಪರ ಬಾಲಕರ ವಿದ್ಯಾರ್ಥಿ ನಿಲಯಕ್ಕೆ ಭೇಟಿ ನೀಡಿ ಪರಿಶೀಲನೆ ನಡೆಸಿದರು. ವಿದ್ಯಾರ್ಥಿಗಳೊಂದಿಗೆ ಹಾಸ್ಟೆಲ್ ವ್ಯವಸ್ಥೆ ಹೇಗಿದೆ? ಎಂದು ಮಾಹಿತಿ ಪಡೆದ ನಿಸಾರ್ ಅಹಮದ್ ಅವರಿಗೆ ಕೊಠಡಿ ತೆರೆಯಿತು. ಈ ವೇಳೆ ಅವರು ಕೊಠಡಿಯನ್ನು ಪರಿಶೀಲಿಸಿ ವಿದ್ಯಾರ್ಥಿಗಳಿಗೆ ತಯಾರು ಮಾಡಿದ್ದ ಆಹಾರವನ್ನು ಪರಿಶೀಲಿಸಿದರು. ಬಳಿಕ ಸುದ್ದಿಗಾರರೊಂದಿಗೆ ಮಾತನಾಡಿದ ಅವರು ಜಿಲ್ಲೆಯ ಅಲ್ಪಸಂಖ್ಯಾತ ಸಮುದಾಯದ ಸಮಸ್ಯೆಗಳನ್ನು ಆಲಿಸಲಾಗಿದೆ. ಅಲ್ಪಸಂಖ್ಯಾತ ಇಲಾಖೆಯ ವಿದ್ಯಾರ್ಥಿ ನಿಲಯಗಳಲ್ಲಿ ಮೂಲಭೂತ ಸೌಕರ್ಯಗಳನ್ನು ಒದಗಿಸಲು ಸೂಚಿಸಲಾಗಿದೆ. ಈ ವೇಳೆ ಪ್ರಧಾನಮಂತ್ರಿಗಳ 15 ಅಂಶಗಳ ಅನುಷ್ಠಾನ ಸಮಿತಿಯ ಜಿಲ್ಲಾ ಸದಸ್ಯರಾದ ಮಹಮದ್ ಖಲೀಲ್, ಜಿಲ್ಲಾ ಅಧಿಕಾರಿ ಅಲ್ಪಸಂಖ್ಯಾತರ ಕಲ್ಯಾಣ ಇಲಾಖೆಯ ಅಧಿಕಾರಿಗಳು, ಕಲ್ಯಾಣ ಅಧಿಕಾರಿ ಮೊಹಮ್ಮದ್ ಅಲೀಂಉಲ್ಲಾ ಇತರರಿದ್ದರು.: [35, 923, 400, 1314]
art3-headline-line2: ಪರಿಹರಿಸಿ: ನಿಸಾರ್ ಅಹಮದ್: [42, 713, 331, 747]
art8-col4: ಗಣ್ಯರನ್ನು ಸನ್ಮಾನಿಸಲಾಯಿತು. ಪ್ರತಿಷ್ಠಾಪನೆ ಪೂರ್ಣಗೊಂಡ ಬಳಿಕ ಭಕ್ತರಿಗೆ ಪ್ರಸಾದ ವಿನಿಯೋಗ ನಡೆಯಿತು. ಮಾಜಿ ವಿಧಾನಸಭಾ ಸದಸ್ಯ, ಹಾಲಿ ಮಧುಗಿರಿ ಕ್ಷೇತ್ರದ ಮುಖಂಡರಾದ ಕೆ.ಎನ್. ಪುರುಷೋತ್ತಮ್, ಎಂ.ಎನ್. ರಂಗನಾಥ್, ಜಿ.ಪಂ. ಸದಸ್ಯರಾದ ತಿಮ್ಮರಾಜು, ಯಲ್ಲಪ್ಪ, ಜೆ.ಸಿ.ಮಂಜುನಾಥ್, ಶಂಕರಪ್ಪ, ನರಸಿಂಹಯ್ಯ, ರಾಮಕೃಷ್ಣ, ದೊಡ್ಡಯ್ಯ, ಗೋಪಾಲಕೃಷ್ಣ, ಹನುಮಂತರಾಯಪ್ಪ, ಶ್ರೀನಿವಾಸ್, ಚಿಕ್ಕರಂಗಯ್ಯ, ಪೂಜಾರ್ ರಂಗಣ್ಣ, ಸತೀಶ್, ಶಿವಕುಮಾರ್, ಲಕ್ಷ್ಮೀನಾರಾಯಣ್, ಕೃಷ್ಣಮೂರ್ತಿ, ರಾಮಾಂಜನೇಯ ಸೇರಿದಂತೆ ಗ್ರಾಮಸ್ಥರು ಕಾರ್ಯಕ್ರಮದಲ್ಲಿ ಭಾಗವಹಿಸಿದ್ದರು.: [1248, 1849, 1504, 2043]
art8-headline-line2: ಪಿಲ್ಲಿಗುಂಡ್ಲುಗುಟ್ಟೆಲಕ್ಷ್ಮಿ ದೇವಸ್ಥಾನ ಉದ್ಘಾಟಿಸಿದಸ್ವಾಮೀಜಿ: [562, 1773, 1358, 1826]
art4-top-rule: [404, 668, 1134, 669]
art8-rule: [1242, 1847, 1244, 2363]
art5-body: ಶಿರಾ: ಗುರು ಕಲಿಸಿದ ವಿದ್ಯೆ ಕಲಿತು, ಜೊತೆಗೆ ಸಮಾಜದಲ್ಲಿ ಎಲ್ಲರನ್ನೂ ಗೌರವಿಸುವಂತಹ ಸಂಸ್ಕಾರ ಬೆಳೆಸಿಕೊಂಡ ವಿದ್ಯಾರ್ಥಿಗಳು ವೃತ್ತಿಯಲ್ಲಿ ಸೇವೆ ಮಾಡುತ್ತಿದ್ದರೂ ತಮಗೆ ವಿದ್ಯೆ ಕಲಿಸಿದ ಗುರು-ಶಿಷ್ಯರ ಬಾಂಧವ್ಯ ಸದಾ ನೆನಪಿನಲ್ಲಿಟ್ಟುಕೊಳ್ಳುತ್ತಾರೆ. ಇಂತಹ ಹಳೆಯ ವಿದ್ಯಾರ್ಥಿಗಳು ಮುಂದಿನ ಯುವ ಪೀಳಿಗೆಗೆ ಆದರ್ಶವಾಗಬೇಕು ಎಂದು ನಿವೃತ್ತ ಮುಖ್ಯ ಶಿಕ್ಷಕ ಪಿ. ಎಲ್. ಅಶ್ವತ್ಥ ನಾರಾಯಣ ಹೇಳಿದರು. ಅವರು ತಾಲೂಕಿನ ಕರೆಜವನಹಳ್ಳಿ ಗ್ರಾಮದ ತೋಟದ ಮನೆಯಲ್ಲಿ ಕುಮಾರಿಗೌಡ ಪ್ರೌಢಶಾಲಾ ವಿದ್ಯಾಸಂಸ್ಥೆಯ 1984-85ನೇ ಸಾಲಿನ ಎಸ್‌ಎಸ್‌ಎಲ್‌ಸಿ ಹಳೆಯ ವಿದ್ಯಾರ್ಥಿಗಳು, ವಿದ್ಯಾರ್ಥಿನಿಯರು ಆಯೋಜಿಸಿದ್ದ ಸ್ನೇಹ ಸಮ್ಮಿಲನ ಸಮಾರಂಭ ಉದ್ಘಾಟಿಸಿ ಮಾತನಾಡಿದರು. 40 ವರ್ಷಗಳ ನಂತರ ನಾನು ಬೋಧನೆ ಮಾಡಿದ್ದ ಶಾಲೆಯಲ್ಲಿ ಓದಿ ಜೀವನದಲ್ಲಿ ಯಶಸ್ಸು ಕಂಡ ವಿದ್ಯಾರ್ಥಿಗಳನ್ನು ನೋಡಿ ಸಂತೋಷವಾಗುತ್ತಿದೆ. ಇಂದು ಸ್ನೇಹ ಸಮ್ಮಿಲನದಿಂದ ವ್ಯಕ್ತಿತ್ವ ಪೂರ್ಣ ಕ್ಷಣ ಲಭಿಸಿದ್ದು ನನ್ನ ಜೀವನದಲ್ಲಿ ಮರೆಯಲಾಗದ ದಿನವಾಗಿದೆ ಎಂದು ಹೇಳಿದರು. ಹಳೆಯ ವಿದ್ಯಾರ್ಥಿಗಳು ತಮ್ಮ ಶಿಕ್ಷಕರಿಗೆ ಗೌರವ ಸಮರ್ಪಣೆ ಮಾಡಿ ನೆನಪಿನ ಕಾಣಿಕೆ ನೀಡಿದರು. ಈ ಕಾರ್ಯಕ್ರಮದಲ್ಲಿ ನಿವೃತ್ತ ಮುಖ್ಯ ಶಿಕ್ಷಕರಾದ ರಾಜಣ್ಣ, ಜಿ.ಕೆ. ರಂಗನಾಥ್, ಮುಖ್ಯ ಶಿಕ್ಷಕಿ ಸೀತಾ, ಶಿಕ್ಷಕ ಮಂಜುನಾಥ ಹಾಗೂ 1984-85 ನೇ ಸಾಲಿನಲ್ಲಿ ಎಸ್‌ಎಸ್‌ಎಲ್‌ಸಿ ವ್ಯಾಸಂಗ ಮಾಡಿದ ಎಲ್ಲಾ ಹಳೆಯ ವಿದ್ಯಾರ್ಥಿಗಳು ಹಾಜರಿದ್ದರು.: [1146, 1225, 1504, 1517]
art6-col1: ತುಮಕೂರು: ಸಮಾಜ ಕಲ್ಯಾಣ ಇಲಾಖೆಯಡಿ ಕಾರ್ಯ ನಿರ್ವಹಿಸುತ್ತಿರುವ ಕರ್ನಾಟಕ ವಸತಿ ಶಿಕ್ಷಣ ಸಂಸ್ಥೆಗಳ ಸಂಘದ ಮೊರಾರ್ಜಿ ದೇಸಾಯಿ/ ಅಟಲ್ ಬಿಹಾರಿ ವಾಜಪೇಯಿ ವಿಜ್ಞಾನ ಪದವಿ ಪೂರ್ವ ಕಾಲೇಜುಗಳಲ್ಲಿ ಪ್ರಥಮ ಪಿಯುಸಿ ವಿಜ್ಞಾನ ವಿಭಾಗದ ಪಿಸಿಎಂಬಿ ಮತ್ತು ಪಿಸಿಎಂಸಿ ತರಗತಿ ದಾಖಲಾತಿಗಾಗಿ ಅರ್ಹರಿಂದ ಅರ್ಜಿ ಆಹ್ವಾನಿಸಲಾಗಿದೆ. ಶೈಕ್ಷಣಿಕ ವರ್ಷ 2024-25ನೇ ಸಾಲಿನಲ್ಲಿ ಎಸ್.ಎಸ್.ಎಲ್.ಸಿ. ಉತ್ತೀರ್ಣರಾಗಿರಬೇಕು. ಪ.ಜಾತಿ, ಪ.ಪಂಗಡ, ಪ್ರವರ್ಗ-1, ಹಿಂದುಳಿದ ವರ್ಗದ ವಿದ್ಯಾರ್ಥಿಗಳು ಅರ್ಜಿ ಸಲ್ಲಿಸಬಹುದು. ಅರ್ಜಿಯನ್ನು ಮೇ 14ರೊಳಗಾಗಿ ಸಲ್ಲಿಸತಕ್ಕದ್ದು. ಅರ್ಜಿಯೊಂದಿಗೆ ವಿದ್ಯಾರ್ಥಿಯ ಇತ್ತೀಚಿನ 2 ಭಾವಚಿತ್ರ, ಎಸ್.ಎಸ್.ಎಲ್.ಸಿ ಪ್ರಾವಿಷನಲ್ ಅಂಕಪಟ್ಟಿ, ಸ್ಯಾಟ್ಸ್ ನಂಬರ್, ಆಧಾರ್ ಕಾರ್ಡ್, ಜಾತಿ/ಆದಾಯ ಪ್ರಮಾಣ ಪತ್ರ ಸಲ್ಲಿಸಬೇಕು.: [412, 1488, 768, 1662]
art8-photo-temple: [686, 1851, 1237, 2131]
art4-col3: ಪ್ರಾಂಶುಪಾಲರಾದ ಡಾ. ಎಂ.ಎಸ್ ರವಿಪ್ರಕಾಶ್ ಮಾತನಾಡಿ ಸುಸ್ಥಿರ ಅಭಿವೃದ್ಧಿಯ ಕಡೆ ಇಂಜಿನಿಯರಿಂಗ್ ವಿದ್ಯಾರ್ಥಿಗಳು ಹೆಚ್ಚು ಗಮನಹರಿಸಬೇಕು ಹಾಗೂ ಪರಿಸರ ಮಾಲಿನ್ಯ ಉಂಟುಮಾಡದ ಸಂಶೋಧನೆಗಳು ವಿದ್ಯಾರ್ಥಿಗಳಿಂದಾಗಲಿ. ಇಂತಹ ಕಾರ್ಯಕ್ರಮಗಳಿಂದ ವಿದ್ಯಾರ್ಥಿಗಳು ಸಾಮಾಜಿಕ, ನೈತಿಕ ಮೌಲ್ಯಗಳು ಹೆಚ್ಚು ಜಾಗೃತವಾಗುತ್ತವೆ ಎಂದು ಹೇಳಿದರು. ಈ ಕಾರ್ಯಕ್ರಮದಲ್ಲಿ ಬೆಂಗಳೂರಿನ ಕೃಷಿ ವಿಜ್ಞಾನ ವಿಶ್ವವಿದ್ಯಾಲಯದ ಪ್ರೊ. ಡಾ. ನಾಗರಾಜು ಎ.ಎಲ್, ಅಕಾಡೆಮಿಕ್ ಡೀನ್ ಎಸ್ ರೇಣುಕಾ, ಕಾಲೇಜಿನ ವಿವಿಧ ವಿಭಾಗದ ಮುಖ್ಯಸ್ಥರು, ಪ್ರಾಧ್ಯಾಪಕರು ಹಾಗೂ ವಿದ್ಯಾರ್ಥಿಗಳು ಕಾರ್ಯಕ್ರಮದಲ್ಲಿ ಭಾಗವಹಿಸಿದ್ದರು.: [898, 1010, 1128, 1223]
art5-top-rule: [1138, 853, 1507, 854]
